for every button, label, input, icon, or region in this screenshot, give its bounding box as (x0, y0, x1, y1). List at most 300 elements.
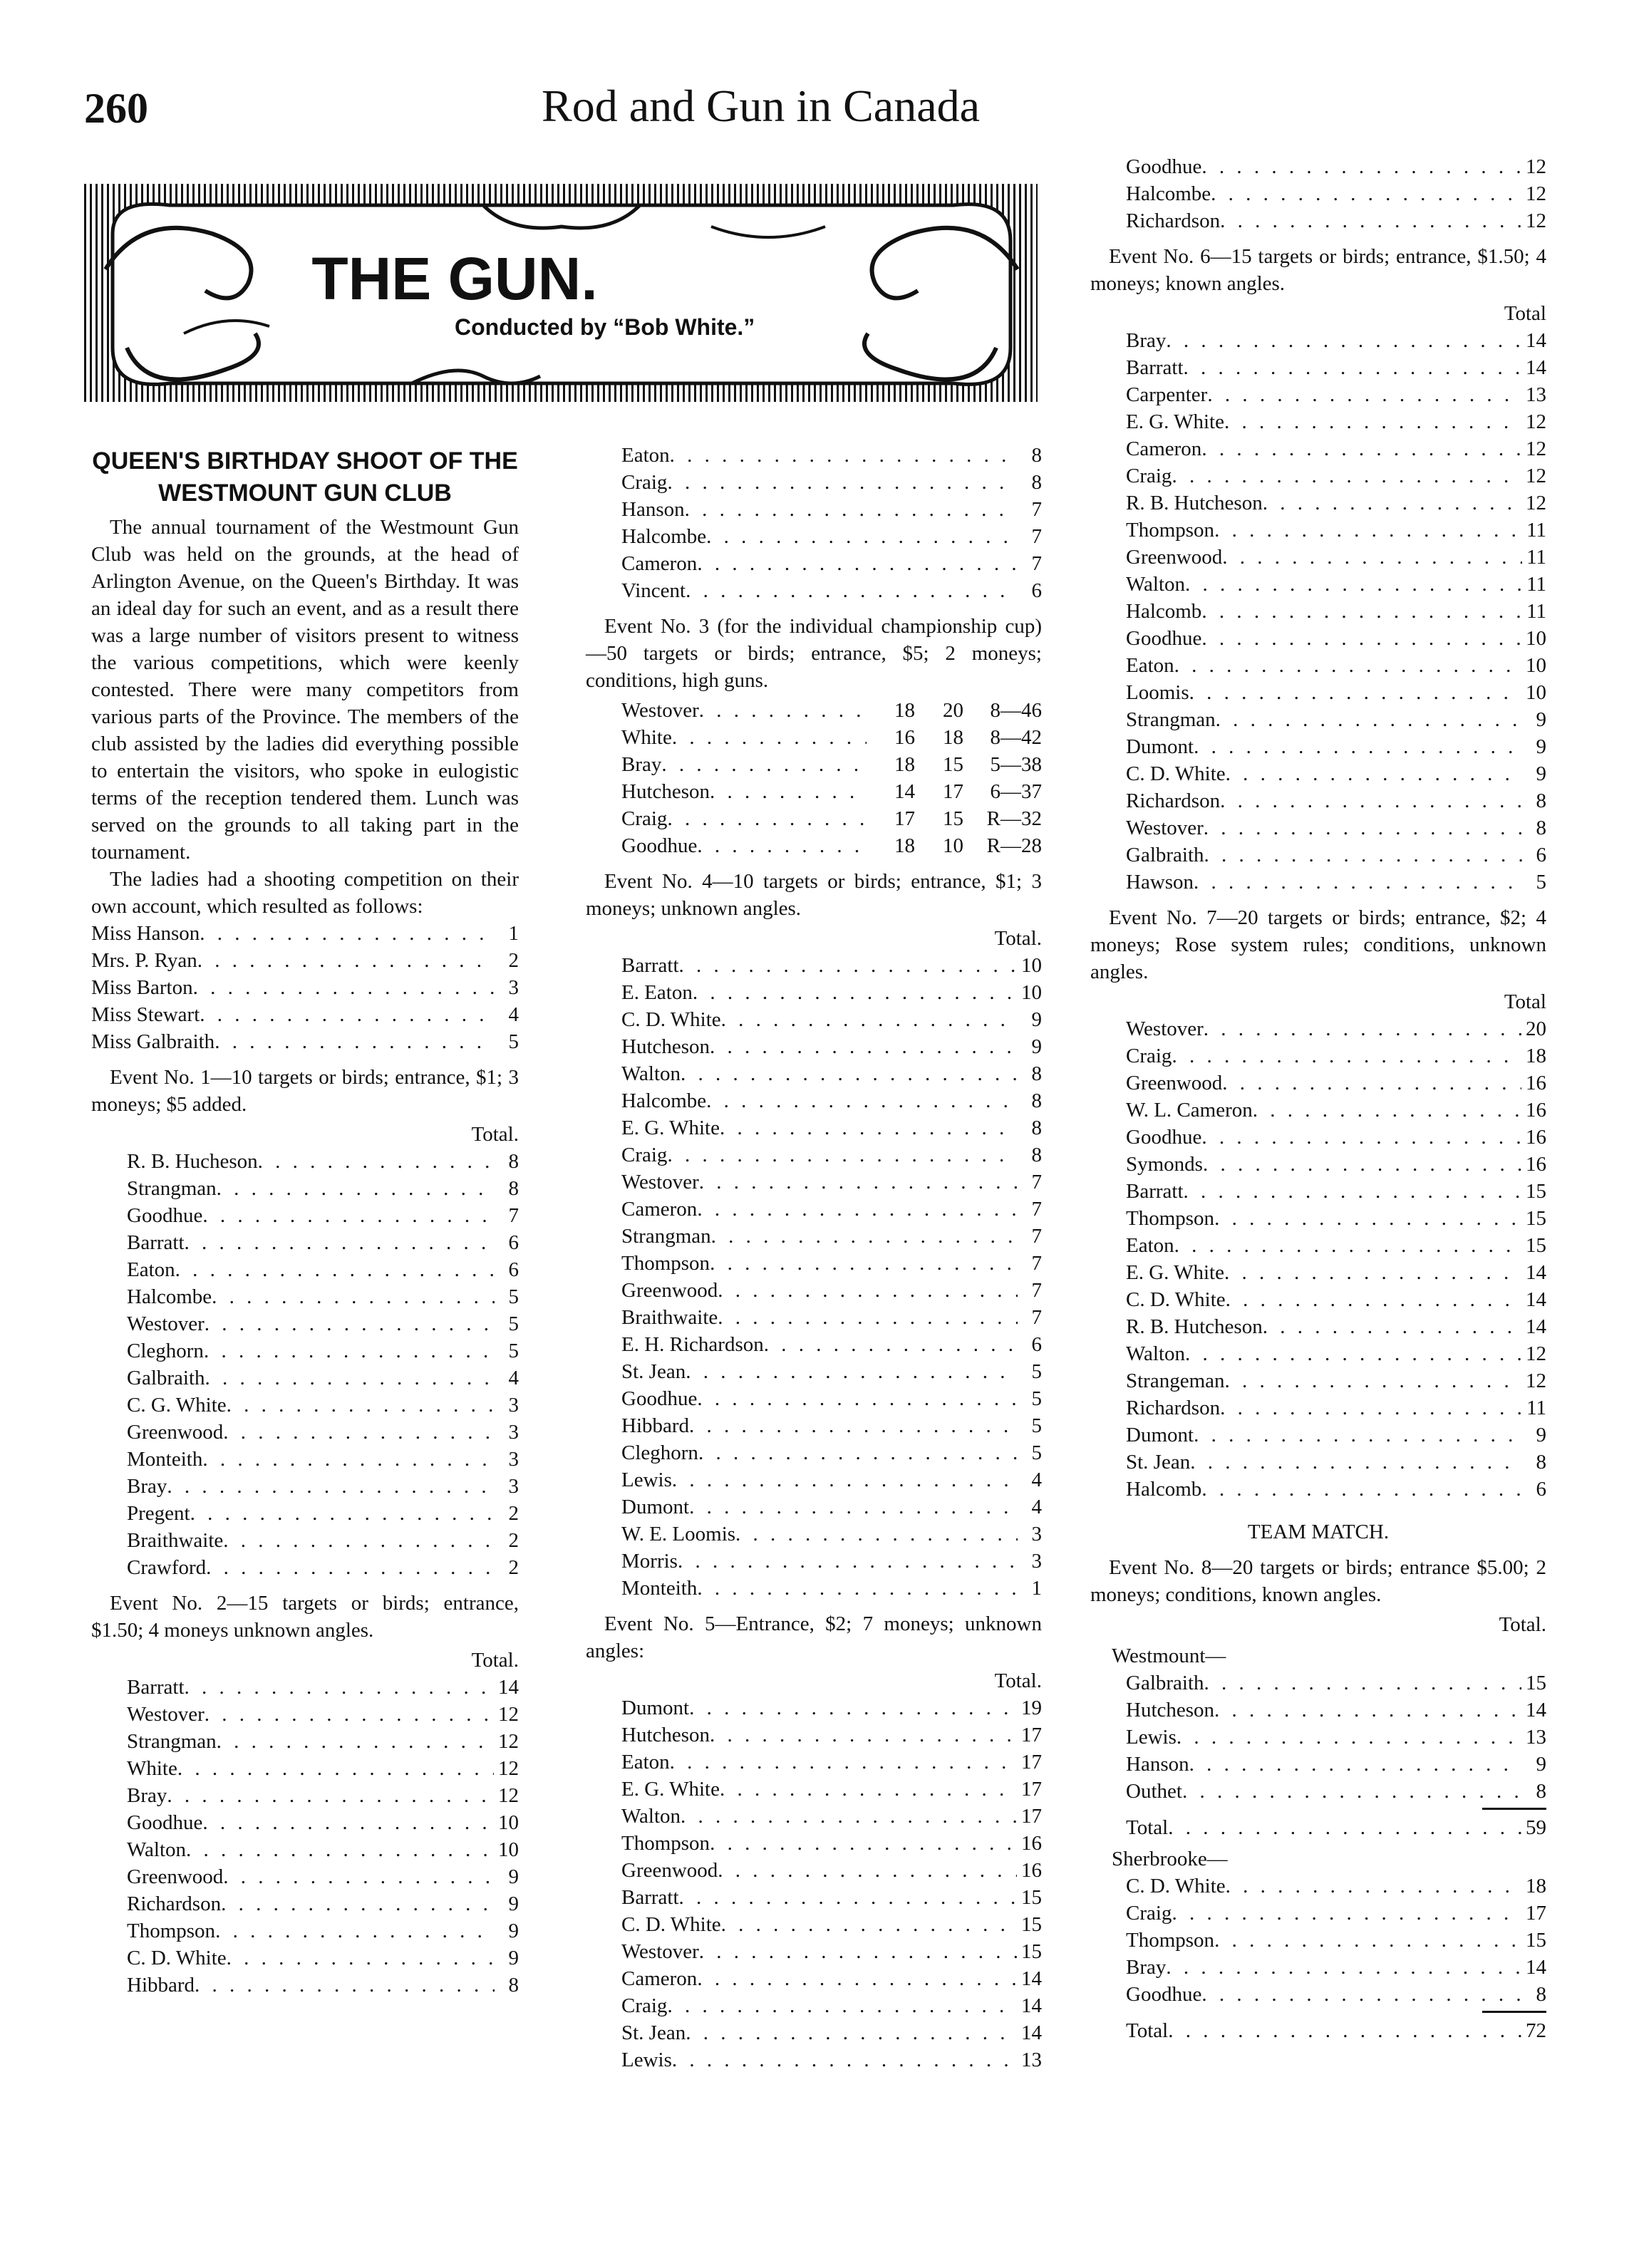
event-1-total-label: Total. (471, 1123, 519, 1146)
dot-leader (204, 1337, 495, 1365)
result-row (1126, 652, 1546, 679)
dot-leader (175, 1256, 495, 1283)
score: 7 (1031, 552, 1042, 575)
competitor-name: St. Jean (621, 2021, 686, 2044)
competitor-name: Miss Stewart (91, 1003, 200, 1026)
event-7-description: Event No. 7—20 targets or birds; entrance, $2; 4 moneys; Rose system rules; conditions, unknown angles. (1090, 906, 1546, 983)
dot-leader (681, 1060, 1018, 1087)
dot-leader (205, 1701, 494, 1728)
dot-leader (686, 577, 1018, 604)
result-row (621, 1694, 1042, 1721)
result-row (621, 1493, 1042, 1521)
result-row (621, 1721, 1042, 1749)
score: 9 (1536, 762, 1546, 785)
competitor-name: C. D. White (1126, 1288, 1226, 1311)
score: 10 (1021, 981, 1042, 1004)
competitor-name: Bray (621, 753, 662, 776)
result-row (127, 1256, 519, 1283)
result-row (1126, 1124, 1546, 1151)
result-row (621, 2019, 1042, 2046)
competitor-name: Westover (1126, 1018, 1204, 1040)
score: 15 (1526, 1234, 1546, 1257)
column-right (1090, 153, 1546, 2044)
competitor-name: Bray (1126, 1956, 1167, 1979)
competitor-name: Thompson (1126, 1929, 1215, 1952)
dot-leader (697, 832, 867, 859)
result-row (621, 1749, 1042, 1776)
dot-leader (167, 1473, 495, 1500)
final-score: 5—38 (990, 753, 1042, 776)
result-row (1126, 625, 1546, 652)
dot-leader (1211, 180, 1521, 207)
competitor-name: White (127, 1757, 177, 1780)
result-row (127, 1863, 519, 1890)
score: 6 (1031, 579, 1042, 602)
column-middle (586, 442, 1042, 2073)
score: 15 (1021, 1913, 1042, 1936)
competitor-name: Symonds (1126, 1153, 1203, 1176)
result-row (1126, 1873, 1546, 1900)
score: 8 (508, 1150, 519, 1173)
dot-leader (670, 442, 1018, 469)
competitor-name: C. D. White (127, 1947, 227, 1969)
dot-leader (1253, 1097, 1521, 1124)
result-row (91, 974, 519, 1001)
result-row (127, 1419, 519, 1446)
result-row (127, 1836, 519, 1863)
competitor-name: E. G. White (621, 1778, 720, 1801)
score: 10 (1021, 954, 1042, 977)
result-row (621, 1223, 1042, 1250)
result-row (1126, 787, 1546, 814)
score: 12 (1526, 465, 1546, 487)
competitor-name: Halcombe (1126, 182, 1211, 205)
team-westmount-results (1090, 1669, 1546, 1805)
competitor-name: Hibbard (127, 1974, 195, 1997)
competitor-name: Goodhue (127, 1204, 203, 1227)
score: 15 (1526, 1672, 1546, 1694)
score: 12 (498, 1703, 519, 1726)
result-row (621, 550, 1042, 577)
result-row (1126, 1340, 1546, 1367)
score: 11 (1526, 1397, 1546, 1419)
dot-leader (197, 947, 495, 974)
event-7-total-label: Total (1504, 990, 1546, 1013)
dot-leader (689, 1493, 1018, 1521)
result-row (127, 1755, 519, 1782)
score: 10 (1526, 654, 1546, 677)
score: 1 (508, 922, 519, 945)
competitor-name: Hutcheson (621, 1035, 710, 1058)
total-rule (1482, 1808, 1546, 1810)
competitor-name: Craig (1126, 1045, 1172, 1067)
score: 16 (1526, 1099, 1546, 1122)
result-row (127, 1473, 519, 1500)
final-score: 8—46 (990, 699, 1042, 722)
result-row (621, 523, 1042, 550)
result-row (621, 1466, 1042, 1493)
score: 4 (1031, 1496, 1042, 1518)
dot-leader (672, 1466, 1018, 1493)
score: 16 (1021, 1859, 1042, 1882)
total-label: Total (1126, 2019, 1169, 2042)
score: 12 (1526, 1369, 1546, 1392)
score: 12 (498, 1757, 519, 1780)
result-row (621, 1938, 1042, 1965)
result-row (621, 496, 1042, 523)
dot-leader (706, 1087, 1018, 1114)
dot-leader (1201, 625, 1521, 652)
result-row (1126, 1981, 1546, 2008)
dot-leader (679, 952, 1017, 979)
score: 8 (1031, 1144, 1042, 1166)
competitor-name: Miss Hanson (91, 922, 200, 945)
score: 14 (1021, 1994, 1042, 2017)
result-row (1126, 327, 1546, 354)
score: 13 (1526, 1726, 1546, 1749)
competitor-name: C. D. White (621, 1008, 721, 1031)
event-3-description: Event No. 3 (for the individual championship cup)—50 targets or birds; entrance, $5; 2 moneys; conditions, high guns. (586, 615, 1042, 692)
result-row (127, 1337, 519, 1365)
competitor-name: E. G. White (621, 1117, 720, 1139)
team-westmount-label: Westmount— (1112, 1645, 1226, 1667)
result-row (127, 1365, 519, 1392)
dot-leader (1189, 679, 1521, 706)
result-row (621, 1803, 1042, 1830)
competitor-name: Walton (127, 1838, 187, 1861)
result-row (1126, 1070, 1546, 1097)
result-row (1126, 1232, 1546, 1259)
competitor-name: Dumont (1126, 1424, 1194, 1446)
score: 10 (498, 1838, 519, 1861)
result-row (1126, 1778, 1546, 1805)
dot-leader (689, 1412, 1018, 1439)
competitor-name: Braithwaite (127, 1529, 224, 1552)
score: 3 (508, 1394, 519, 1417)
result-row (621, 1358, 1042, 1385)
ladies-results (91, 920, 519, 1055)
second-round-score: 15 (943, 807, 963, 830)
dot-leader (721, 1006, 1018, 1033)
score: 3 (1031, 1523, 1042, 1545)
first-round-score: 14 (894, 780, 915, 803)
dot-leader (1214, 1697, 1521, 1724)
competitor-name: C. G. White (127, 1394, 227, 1417)
score: 13 (1021, 2049, 1042, 2071)
result-row (621, 577, 1042, 604)
dot-leader (686, 1358, 1018, 1385)
dot-leader (697, 1196, 1018, 1223)
result-row (1126, 381, 1546, 408)
competitor-name: Walton (1126, 1342, 1186, 1365)
competitor-name: Eaton (127, 1258, 175, 1281)
result-row (91, 1001, 519, 1028)
score: 15 (1021, 1886, 1042, 1909)
dot-leader (679, 1884, 1017, 1911)
score: 16 (1526, 1153, 1546, 1176)
event-4-description: Event No. 4—10 targets or birds; entrance, $1; 3 moneys; unknown angles. (586, 870, 1042, 920)
score: 15 (1526, 1929, 1546, 1952)
dot-leader (693, 979, 1017, 1006)
score: 5 (1031, 1387, 1042, 1410)
result-row (621, 1114, 1042, 1141)
score: 3 (1031, 1550, 1042, 1573)
dot-leader (699, 1169, 1018, 1196)
competitor-name: Dumont (1126, 735, 1194, 758)
score: 14 (1021, 1967, 1042, 1990)
competitor-name: Cameron (621, 1967, 698, 1990)
competitor-name: Westover (127, 1312, 205, 1335)
event-2-results-continued (586, 442, 1042, 604)
result-row (621, 1575, 1042, 1602)
competitor-name: R. B. Hutcheson (1126, 492, 1263, 514)
result-row (1126, 490, 1546, 517)
dot-leader (223, 1527, 495, 1554)
result-row (127, 1917, 519, 1945)
score: 3 (508, 1475, 519, 1498)
score: 7 (1031, 1252, 1042, 1275)
competitor-name: Galbraith (1126, 844, 1204, 866)
result-row (1126, 869, 1546, 896)
competitor-name: Walton (621, 1805, 681, 1828)
dot-leader (706, 523, 1018, 550)
competitor-name: St. Jean (1126, 1451, 1191, 1474)
result-row (621, 778, 1042, 805)
result-row (621, 1548, 1042, 1575)
competitor-name: Richardson (1126, 1397, 1221, 1419)
result-row (127, 1392, 519, 1419)
team-sherbrooke-label: Sherbrooke— (1112, 1848, 1228, 1870)
result-row (127, 1701, 519, 1728)
competitor-name: Strangman (621, 1225, 711, 1248)
result-row (621, 979, 1042, 1006)
competitor-name: Hanson (1126, 1753, 1189, 1776)
dot-leader (1220, 1394, 1522, 1422)
dot-leader (661, 751, 867, 778)
dot-leader (711, 1223, 1018, 1250)
result-row (1126, 1286, 1546, 1313)
competitor-name: Halcombe (127, 1285, 212, 1308)
result-row (621, 952, 1042, 979)
score: 8 (1031, 1117, 1042, 1139)
dot-leader (764, 1331, 1018, 1358)
competitor-name: Craig (621, 807, 668, 830)
dot-leader (1174, 1232, 1521, 1259)
competitor-name: Greenwood (621, 1859, 718, 1882)
result-row (621, 2046, 1042, 2073)
dot-leader (221, 1890, 495, 1917)
event-1-description: Event No. 1—10 targets or birds; entrance, $1; 3 moneys; $5 added. (91, 1066, 519, 1116)
score: 6 (508, 1258, 519, 1281)
running-title: Rod and Gun in Canada (542, 81, 980, 131)
event-2-total-label: Total. (471, 1649, 519, 1672)
result-row (127, 1175, 519, 1202)
competitor-name: Hawson (1126, 871, 1194, 894)
event-2-results (91, 1674, 519, 1999)
dot-leader (167, 1782, 494, 1809)
result-row (1126, 517, 1546, 544)
dot-leader (718, 1857, 1017, 1884)
result-row (1126, 1205, 1546, 1232)
competitor-name: Miss Barton (91, 976, 193, 999)
result-row (621, 1992, 1042, 2019)
result-row (621, 1776, 1042, 1803)
score: 7 (1031, 1306, 1042, 1329)
team-match-heading: TEAM MATCH. (1247, 1521, 1390, 1543)
result-row (1126, 1394, 1546, 1422)
score: 18 (1526, 1875, 1546, 1897)
result-row (621, 1857, 1042, 1884)
dot-leader (1204, 814, 1522, 842)
competitor-name: Monteith (621, 1577, 698, 1600)
score: 9 (508, 1892, 519, 1915)
dot-leader (718, 1277, 1018, 1304)
competitor-name: Craig (1126, 1902, 1172, 1925)
result-row (621, 1033, 1042, 1060)
dot-leader (1214, 1205, 1521, 1232)
result-row (1126, 1954, 1546, 1981)
dot-leader (227, 1945, 495, 1972)
result-row (127, 1500, 519, 1527)
competitor-name: W. L. Cameron (1126, 1099, 1253, 1122)
result-row (127, 1890, 519, 1917)
result-row (127, 1809, 519, 1836)
score: 2 (508, 1529, 519, 1552)
score: 6 (508, 1231, 519, 1254)
dot-leader (1225, 1367, 1521, 1394)
section-credit: Conducted by “Bob White.” (455, 314, 755, 340)
dot-leader (672, 724, 867, 751)
dot-leader (206, 1554, 495, 1581)
score: 4 (508, 1003, 519, 1026)
event-4-results (586, 952, 1042, 1602)
competitor-name: Greenwood (127, 1421, 224, 1444)
competitor-name: Mrs. P. Ryan (91, 949, 197, 972)
result-row (621, 1169, 1042, 1196)
competitor-name: Lewis (621, 2049, 672, 2071)
dot-leader (223, 1863, 495, 1890)
competitor-name: Goodhue (1126, 155, 1202, 178)
event-5-results-continued (1090, 153, 1546, 234)
result-row (127, 1527, 519, 1554)
score: 8 (1536, 789, 1546, 812)
competitor-name: C. D. White (1126, 762, 1226, 785)
competitor-name: Walton (621, 1062, 681, 1085)
competitor-name: Craig (621, 1994, 668, 2017)
dot-leader (672, 2046, 1017, 2073)
score: 10 (1526, 627, 1546, 650)
result-row (1126, 1697, 1546, 1724)
dot-leader (686, 2019, 1017, 2046)
competitor-name: Vincent (621, 579, 686, 602)
score: 8 (1031, 1062, 1042, 1085)
dot-leader (186, 1836, 494, 1863)
score: 4 (1031, 1469, 1042, 1491)
dot-leader (670, 1749, 1017, 1776)
result-row (1126, 544, 1546, 571)
competitor-name: Galbraith (127, 1367, 205, 1389)
competitor-name: Thompson (621, 1832, 710, 1855)
team-sherbrooke-results (1090, 1873, 1546, 2008)
competitor-name: Galbraith (1126, 1672, 1204, 1694)
result-row (1126, 1900, 1546, 1927)
result-row (621, 1250, 1042, 1277)
result-row (1126, 760, 1546, 787)
competitor-name: Greenwood (127, 1865, 224, 1888)
event-5-description: Event No. 5—Entrance, $2; 7 moneys; unknown angles: (586, 1612, 1042, 1662)
section-banner (84, 184, 1038, 402)
score: 14 (498, 1676, 519, 1699)
final-score: 8—42 (990, 726, 1042, 749)
team-match-total-label: Total. (1499, 1613, 1546, 1636)
score: 14 (1526, 356, 1546, 379)
score: 8 (1031, 471, 1042, 494)
dot-leader (1222, 1070, 1521, 1097)
event-1-results (91, 1148, 519, 1581)
second-round-score: 10 (943, 834, 963, 857)
dot-leader (735, 1521, 1018, 1548)
competitor-name: Goodhue (1126, 1126, 1202, 1149)
dot-leader (1177, 1724, 1521, 1751)
competitor-name: Cameron (1126, 437, 1202, 460)
result-row (1126, 354, 1546, 381)
competitor-name: Goodhue (621, 834, 698, 857)
result-row (91, 1028, 519, 1055)
dot-leader (1203, 1151, 1521, 1178)
competitor-name: Bray (127, 1475, 167, 1498)
score: 5 (1536, 871, 1546, 894)
competitor-name: Barratt (621, 1886, 679, 1909)
result-row (127, 1446, 519, 1473)
competitor-name: Strangman (127, 1730, 217, 1753)
dot-leader (1185, 571, 1522, 598)
score: 3 (508, 1448, 519, 1471)
score: 9 (1536, 1753, 1546, 1776)
page-number: 260 (84, 85, 148, 132)
competitor-name: Strangman (127, 1177, 217, 1200)
score: 14 (1526, 329, 1546, 352)
score: 14 (1526, 1315, 1546, 1338)
result-row (621, 1196, 1042, 1223)
score: 16 (1526, 1126, 1546, 1149)
competitor-name: Hutcheson (1126, 1699, 1215, 1721)
score: 10 (1526, 681, 1546, 704)
competitor-name: Barratt (127, 1231, 185, 1254)
competitor-name: Hutcheson (621, 780, 710, 803)
competitor-name: Richardson (1126, 789, 1221, 812)
dot-leader (1214, 517, 1522, 544)
dot-leader (667, 1992, 1017, 2019)
score: 9 (1536, 735, 1546, 758)
result-row (1126, 462, 1546, 490)
result-row (621, 1412, 1042, 1439)
event-5-results (586, 1694, 1042, 2073)
competitor-name: Eaton (621, 444, 670, 467)
dot-leader (1207, 381, 1521, 408)
competitor-name: Goodhue (621, 1387, 698, 1410)
score: 16 (1021, 1832, 1042, 1855)
dot-leader (1189, 1751, 1522, 1778)
score: 9 (508, 1865, 519, 1888)
score: 5 (508, 1285, 519, 1308)
dot-leader (205, 1365, 495, 1392)
dot-leader (1184, 354, 1521, 381)
score: 2 (508, 1502, 519, 1525)
competitor-name: Cleghorn (621, 1441, 698, 1464)
score: 9 (1031, 1035, 1042, 1058)
score: 1 (1031, 1577, 1042, 1600)
result-row (621, 442, 1042, 469)
